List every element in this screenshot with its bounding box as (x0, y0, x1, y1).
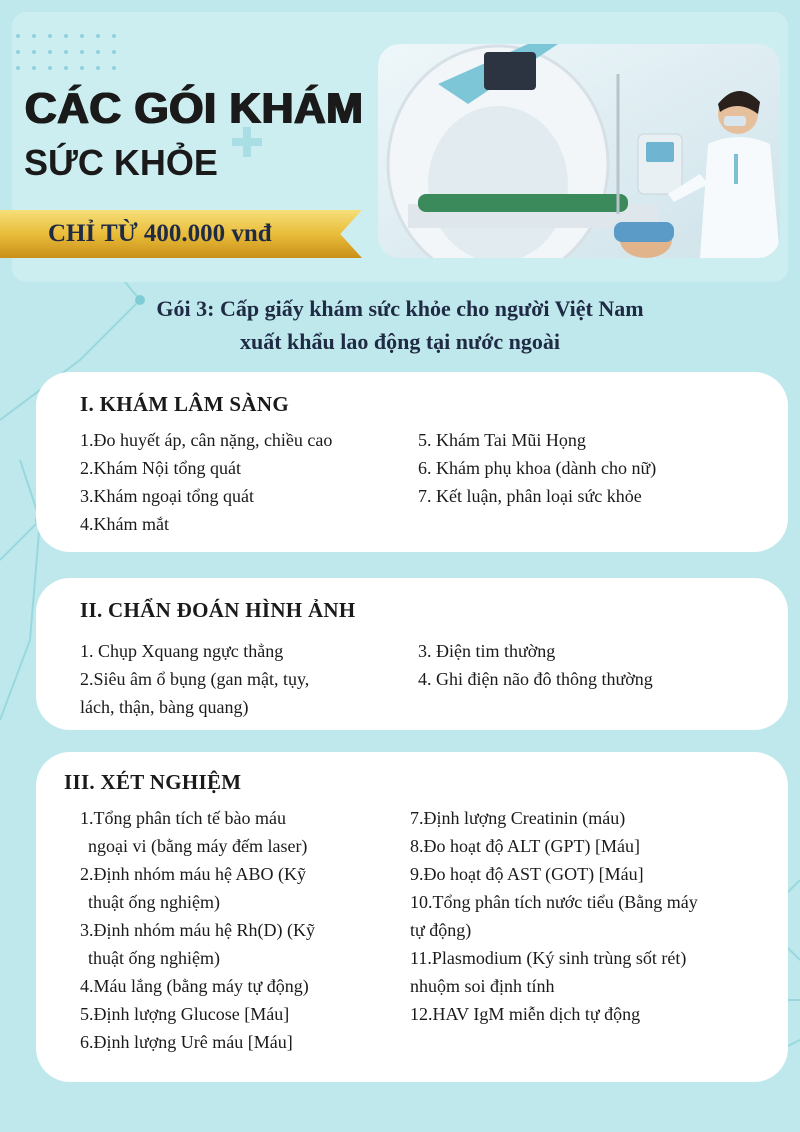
list-item: 7. Kết luận, phân loại sức khỏe (418, 486, 642, 506)
section-title-imaging: II. CHẨN ĐOÁN HÌNH ẢNH (80, 598, 356, 622)
list-item: 3. Điện tim thường (418, 641, 556, 661)
list-item: 5. Khám Tai Mũi Họng (418, 430, 586, 450)
package-heading (0, 292, 800, 358)
list-item: 4. Ghi điện não đô thông thường (418, 669, 653, 689)
lab-tests-list-left (80, 804, 352, 1056)
list-item: 1.Tổng phân tích tế bào máu ngoại vi (bằng máy đếm laser) (80, 808, 308, 856)
list-item: 2.Định nhóm máu hệ ABO (Kỹ thuật ống nghiệm) (80, 864, 306, 912)
list-item: 1.Đo huyết áp, cân nặng, chiều cao (80, 430, 333, 450)
imaging-list-right (418, 637, 758, 693)
clinical-exam-list-left (80, 426, 400, 538)
package-heading-line-2: xuất khẩu lao động tại nước ngoài (239, 329, 561, 354)
list-item: 9.Đo hoạt độ AST (GOT) [Máu] (410, 864, 644, 884)
list-item: 6. Khám phụ khoa (dành cho nữ) (418, 458, 657, 478)
package-heading-line-1: Gói 3: Cấp giấy khám sức khỏe cho người Việt Nam (156, 296, 644, 321)
list-item: 1. Chụp Xquang ngực thẳng (80, 641, 284, 661)
list-item: 5.Định lượng Glucose [Máu] (80, 1004, 290, 1024)
list-item: 4.Khám mắt (80, 514, 169, 534)
list-item: 11.Plasmodium (Ký sinh trùng sốt rét) nhuộm soi định tính (410, 948, 687, 996)
clinical-exam-list-right (418, 426, 758, 510)
page-title: CÁC GÓI KHÁM (24, 84, 363, 133)
list-item: 12.HAV IgM miễn dịch tự động (410, 1004, 641, 1024)
price-label: CHỈ TỪ 400.000 vnđ (48, 220, 272, 247)
page-subtitle: SỨC KHỎE (24, 142, 218, 183)
section-title-clinical-exam: I. KHÁM LÂM SÀNG (80, 392, 289, 416)
list-item: 10.Tổng phân tích nước tiểu (Bằng máy tự động) (410, 892, 698, 940)
list-item: 3.Khám ngoại tổng quát (80, 486, 254, 506)
list-item: 2.Khám Nội tổng quát (80, 458, 241, 478)
imaging-list-left (80, 637, 380, 721)
ct-scan-photo (378, 44, 780, 258)
list-item: 8.Đo hoạt độ ALT (GPT) [Máu] (410, 836, 640, 856)
section-title-lab-tests: III. XÉT NGHIỆM (64, 770, 242, 794)
list-item: 3.Định nhóm máu hệ Rh(D) (Kỹ thuật ống nghiệm) (80, 920, 315, 968)
list-item: 2.Siêu âm ổ bụng (gan mật, tụy, lách, thận, bàng quang) (80, 669, 310, 717)
list-item: 7.Định lượng Creatinin (máu) (410, 808, 626, 828)
list-item: 4.Máu lắng (bằng máy tự động) (80, 976, 309, 996)
list-item: 6.Định lượng Urê máu [Máu] (80, 1032, 293, 1052)
lab-tests-list-right (410, 804, 750, 1028)
